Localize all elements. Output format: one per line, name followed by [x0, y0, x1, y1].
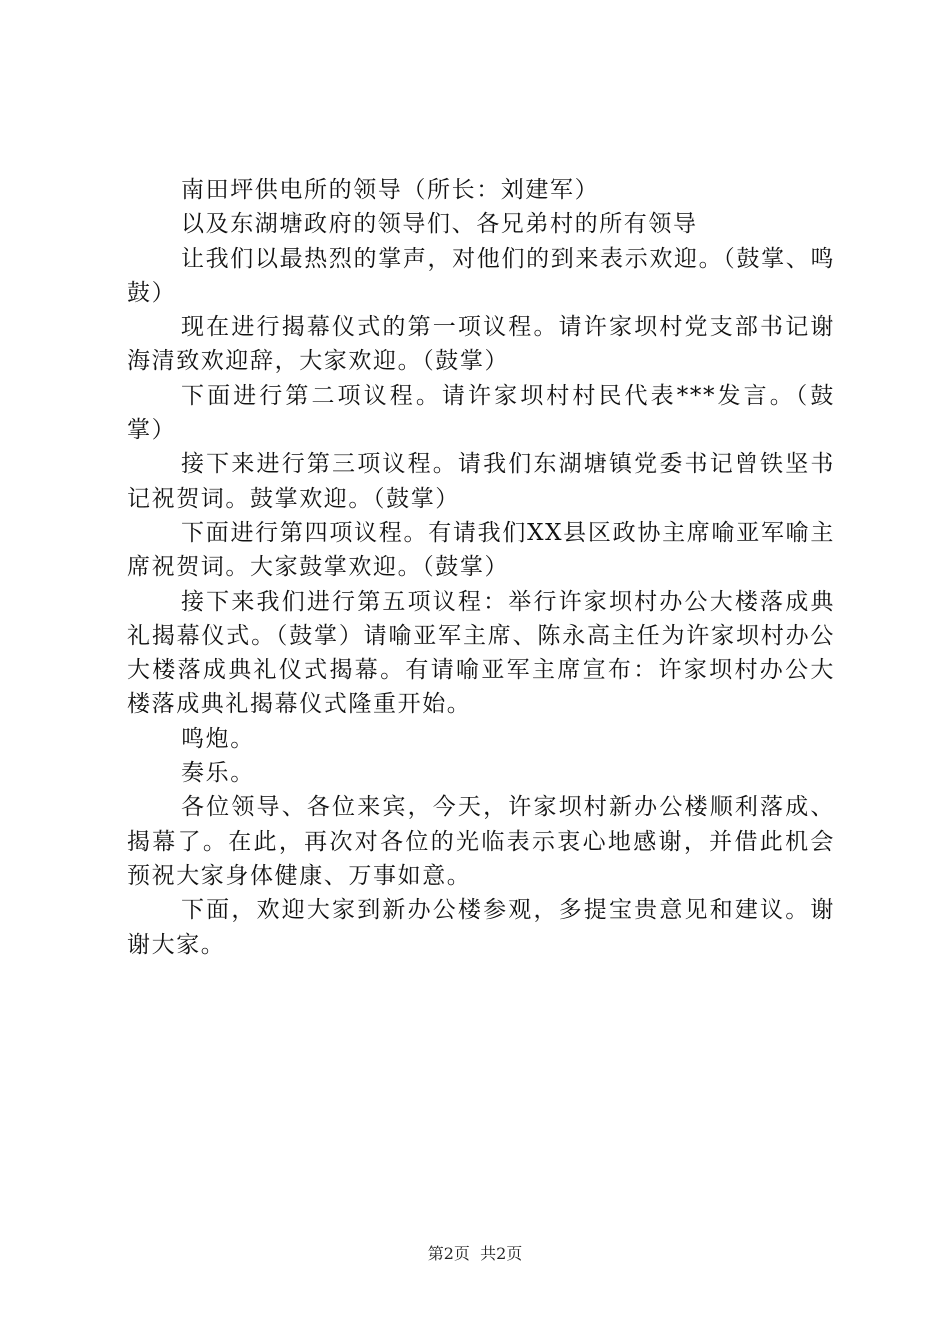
paragraph: 下面进行第四项议程。有请我们XX县区政协主席喻亚军喻主席祝贺词。大家鼓掌欢迎。（鼓掌）: [127, 519, 835, 581]
paragraph: 各位领导、各位来宾，今天，许家坝村新办公楼顺利落成、揭幕了。在此，再次对各位的光临表示衷心地感谢，并借此机会预祝大家身体健康、万事如意。: [127, 794, 835, 889]
paragraph: 接下来我们进行第五项议程：举行许家坝村办公大楼落成典礼揭幕仪式。（鼓掌）请喻亚军主席、陈永高主任为许家坝村办公大楼落成典礼仪式揭幕。有请喻亚军主席宣布：许家坝村办公大楼落成典礼揭幕仪式隆重开始。: [127, 588, 835, 718]
paragraph: 南田坪供电所的领导（所长：刘建军）: [181, 177, 600, 203]
paragraph: 现在进行揭幕仪式的第一项议程。请许家坝村党支部书记谢海清致欢迎辞，大家欢迎。（鼓掌）: [127, 314, 835, 375]
paragraph: 接下来进行第三项议程。请我们东湖塘镇党委书记曾铁坚书记祝贺词。鼓掌欢迎。（鼓掌）: [127, 451, 835, 512]
paragraph: 鸣炮。: [181, 725, 255, 752]
page-number-label: 第2页 共2页: [427, 1244, 523, 1263]
paragraph: 下面，欢迎大家到新办公楼参观，多提宝贵意见和建议。谢谢大家。: [127, 897, 835, 958]
paragraph: 让我们以最热烈的掌声，对他们的到来表示欢迎。（鼓掌、鸣鼓）: [127, 245, 835, 306]
paragraph: 奏乐。: [181, 760, 255, 787]
paragraph: 以及东湖塘政府的领导们、各兄弟村的所有领导: [181, 211, 698, 238]
page-footer: [0, 1243, 950, 1265]
paragraph: 下面进行第二项议程。请许家坝村村民代表***发言。（鼓掌）: [127, 382, 835, 444]
document-body: [127, 173, 835, 962]
